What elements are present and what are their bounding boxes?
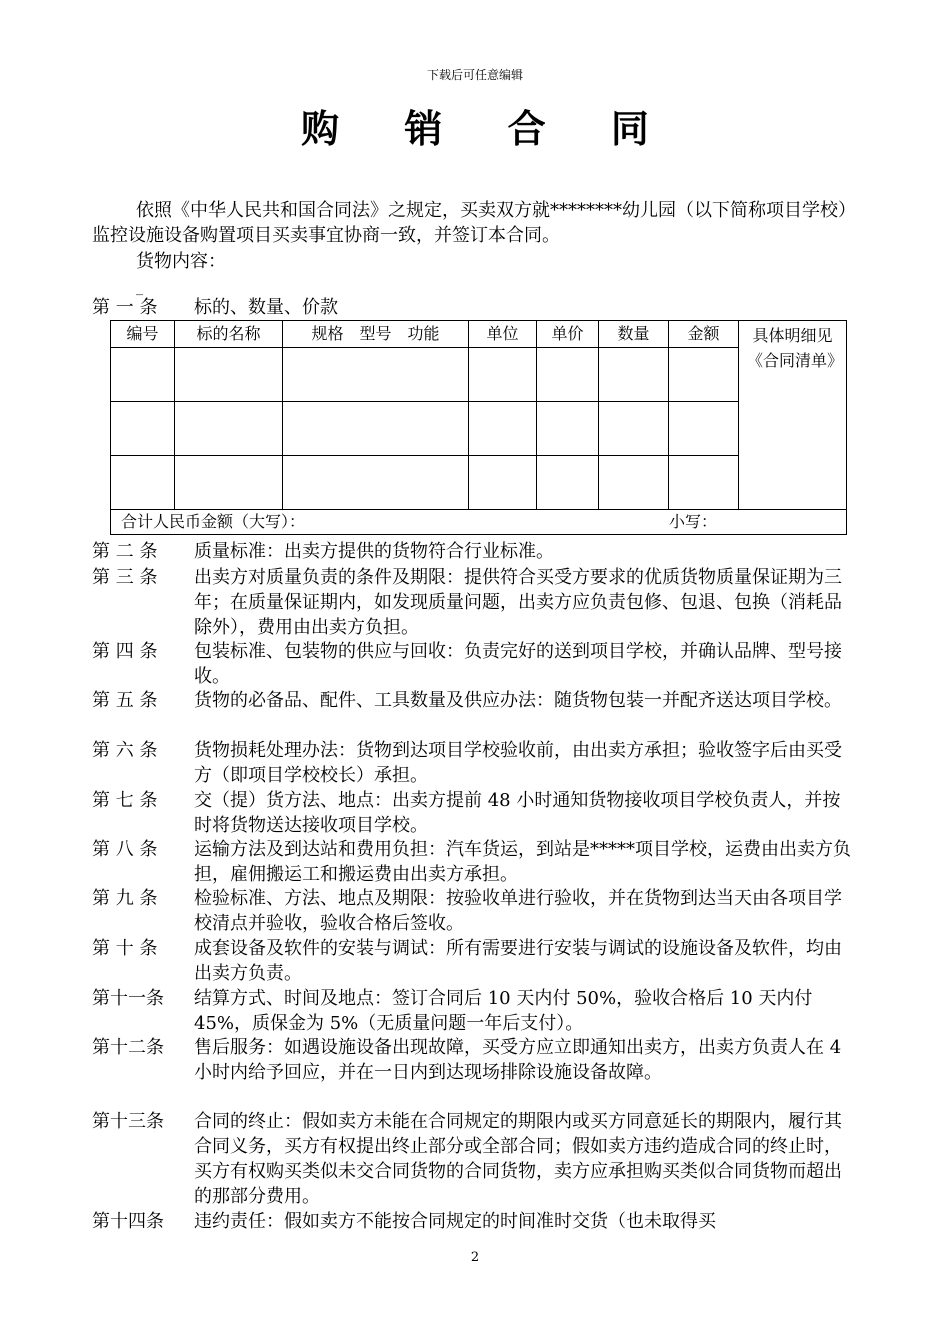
- intro-paragraph: 依照《中华人民共和国合同法》之规定，买卖双方就********幼儿园（以下简称项目学校）监控设施设备购置项目买卖事宜协商一致，并签订本合同。: [92, 200, 856, 246]
- article-5: [92, 688, 858, 713]
- article-1: [92, 295, 858, 320]
- table-header-row: [111, 321, 847, 348]
- article-number: 第 三 条: [92, 567, 158, 588]
- article-9: [92, 886, 858, 936]
- article-text: 结算方式、时间及地点：签订合同后 10 天内付 50%，验收合格后 10 天内付 45%，质保金为 5%（无质量问题一年后支付）。: [194, 988, 813, 1034]
- article-text: 运输方法及到达站和费用负担：汽车货运，到站是*****项目学校，运费由出卖方负担，雇佣搬运工和搬运费由出卖方承担。: [194, 839, 851, 885]
- article-11: [92, 986, 858, 1036]
- article-6: [92, 738, 858, 788]
- table-row: [111, 402, 847, 456]
- article-text: 成套设备及软件的安装与调试：所有需要进行安装与调试的设施设备及软件，均由出卖方负责。: [194, 938, 842, 984]
- article-number: 第 八 条: [92, 839, 158, 860]
- article-number: 第 四 条: [92, 641, 158, 662]
- article-number: 第 二 条: [92, 541, 158, 562]
- article-13: [92, 1109, 858, 1209]
- article-text: 货物的必备品、配件、工具数量及供应办法：随货物包装一并配齐送达项目学校。: [194, 690, 842, 711]
- table-row: [111, 456, 847, 510]
- page-number: 2: [470, 1250, 480, 1265]
- goods-label: 货物内容：: [136, 251, 226, 272]
- article-8: [92, 837, 858, 887]
- article-7: [92, 788, 858, 838]
- article-number: 第 九 条: [92, 888, 158, 909]
- article-number: 第十一条: [92, 988, 164, 1009]
- article-4: [92, 639, 858, 689]
- article-number: 第 七 条: [92, 790, 158, 811]
- col-header: 规格 型号 功能: [283, 321, 469, 348]
- col-header: 数量: [599, 321, 669, 348]
- article-text: 违约责任：假如卖方不能按合同规定的时间准时交货（也未取得买: [194, 1211, 716, 1232]
- article-number: 第十四条: [92, 1211, 164, 1232]
- goods-table: [110, 320, 847, 535]
- col-header: 标的名称: [175, 321, 283, 348]
- table-total-row: [111, 510, 847, 535]
- col-header: 金额: [669, 321, 739, 348]
- article-text: 合同的终止：假如卖方未能在合同规定的期限内或买方同意延长的期限内，履行其合同义务，买方有权提出终止部分或全部合同；假如卖方违约造成合同的终止时，买方有权购买类似未交合同货物的合同货物，卖方应承担购买类似合同货物而超出的那部分费用。: [194, 1111, 842, 1207]
- col-header: 编号: [111, 321, 175, 348]
- article-text: 标的、数量、价款: [194, 297, 338, 318]
- blank-line: _: [136, 280, 143, 296]
- article-number: 第十三条: [92, 1111, 164, 1132]
- article-text: 货物损耗处理办法：货物到达项目学校验收前，由出卖方承担；验收签字后由买受方（即项目学校校长）承担。: [194, 740, 842, 786]
- small-label: 小写：: [669, 512, 718, 531]
- col-header: 单价: [537, 321, 599, 348]
- article-number: 第 六 条: [92, 740, 158, 761]
- article-text: 检验标准、方法、地点及期限：按验收单进行验收，并在货物到达当天由各项目学校清点并验收，验收合格后签收。: [194, 888, 842, 934]
- article-number: 第 五 条: [92, 690, 158, 711]
- article-12: [92, 1035, 858, 1085]
- total-label: 合计人民币金额（大写）：: [121, 512, 306, 531]
- article-text: 售后服务：如遇设施设备出现故障，买受方应立即通知出卖方，出卖方负责人在 4 小时内给予回应，并在一日内到达现场排除设施设备故障。: [194, 1037, 842, 1083]
- article-text: 出卖方对质量负责的条件及期限：提供符合买受方要求的优质货物质量保证期为三年；在质量保证期内，如发现质量问题，出卖方应负责包修、包退、包换（消耗品除外），费用由出卖方负担。: [194, 567, 842, 638]
- article-3: [92, 565, 858, 640]
- article-14: [92, 1209, 858, 1234]
- header-note: 下载后可任意编辑: [426, 68, 523, 82]
- article-text: 交（提）货方法、地点：出卖方提前 48 小时通知货物接收项目学校负责人，并按时将货物送达接收项目学校。: [194, 790, 841, 836]
- article-number: 第 一 条: [92, 297, 158, 318]
- article-text: 包装标准、包装物的供应与回收：负责完好的送到项目学校，并确认品牌、型号接收。: [194, 641, 842, 687]
- article-10: [92, 936, 858, 986]
- article-2: [92, 539, 858, 564]
- contract-title: 购 销 合 同: [301, 106, 675, 151]
- article-number: 第十二条: [92, 1037, 164, 1058]
- table-row: [111, 348, 847, 402]
- detail-note: 具体明细见《合同清单》: [739, 321, 847, 510]
- article-number: 第 十 条: [92, 938, 158, 959]
- article-text: 质量标准：出卖方提供的货物符合行业标准。: [194, 541, 554, 562]
- col-header: 单位: [469, 321, 537, 348]
